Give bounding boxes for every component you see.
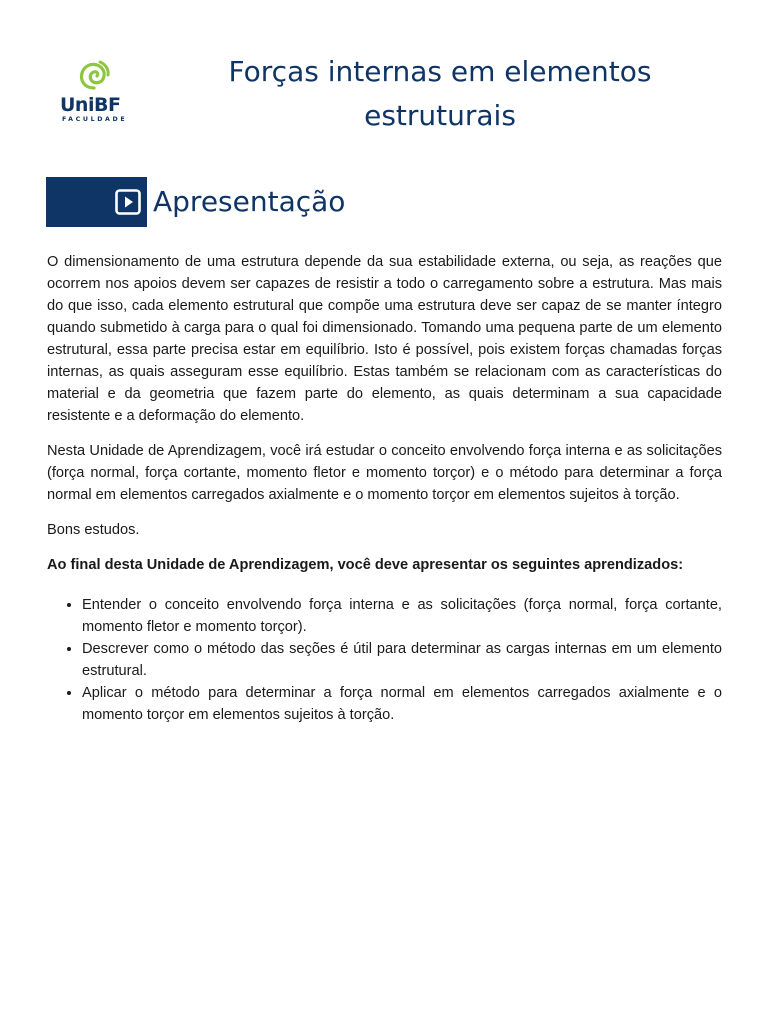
objectives-list [47,594,722,726]
greeting-paragraph: Bons estudos. [47,522,140,538]
play-square-icon [114,188,142,216]
logo-subtitle: FACULDADE [62,116,128,123]
content-body [47,251,722,726]
unibf-swirl-icon [76,58,112,92]
objective-item: • Entender o conceito envolvendo força interna e as solicitações (força normal, força cortante, momento fletor e momento torçor). [82,594,722,638]
objective-item: • Aplicar o método para determinar a força normal em elementos carregados axialmente e o momento torçor em elementos sujeitos à torção. [82,682,722,726]
logo-name: UniBF [60,94,121,116]
unit-paragraph: Nesta Unidade de Aprendizagem, você irá estudar o conceito envolvendo força interna e as solicitações (força normal, força cortante, momento fletor e momento torçor) e o método para determinar a força normal em elementos carregados axialmente e o momento torçor em elementos sujeitos à torção. [47,443,722,503]
objectives-heading: Ao final desta Unidade de Aprendizagem, você deve apresentar os seguintes aprendizados: [47,557,684,573]
intro-paragraph: O dimensionamento de uma estrutura depende da sua estabilidade externa, ou seja, as reações que ocorrem nos apoios devem ser capazes de resistir a todo o carregamento sobre a estrutura. Mas mais do que isso, cada elemento estrutural que compõe uma estrutura deve ser capaz de se manter íntegro quando submetido à carga para o qual foi dimensionado. Tomando uma pequena parte de um elemento estrutural, essa parte precisa estar em equilíbrio. Isto é possível, pois existem forças chamadas forças internas, as quais asseguram esse equilíbrio. Estas também se relacionam com as características do material e da geometria que fazem parte do elemento, as quais determinam a sua capacidade resistente e a deformação do elemento. [47,254,722,424]
document-title-line2: estruturais [364,99,516,132]
unibf-logo [58,58,130,128]
document-title [150,50,730,138]
objective-item: • Descrever como o método das seções é útil para determinar as cargas internas em um elemento estrutural. [82,638,722,682]
section-title: Apresentação [153,185,346,218]
document-title-line1: Forças internas em elementos [228,55,652,88]
